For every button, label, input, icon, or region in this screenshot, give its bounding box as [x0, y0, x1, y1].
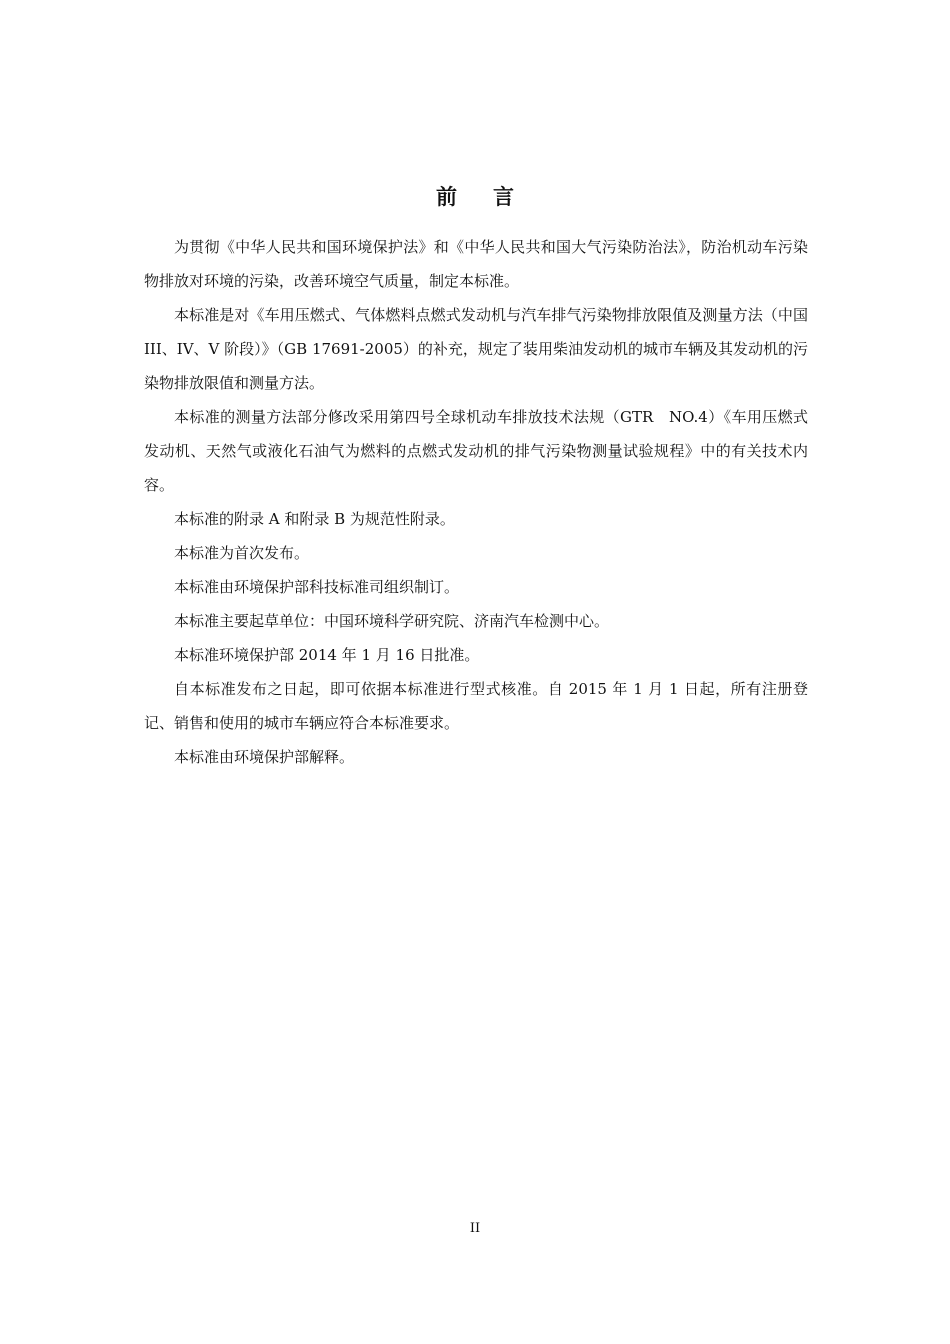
title-char-1: 前 [436, 184, 457, 209]
paragraph-scope: 本标准是对《车用压燃式、气体燃料点燃式发动机与汽车排气污染物排放限值及测量方法（中国 III、IV、V 阶段）》（GB 17691-2005）的补充，规定了装用柴油发动机的城市车辆及其发动机的污染物排放限值和测量方法。 [144, 306, 808, 392]
paragraph-first-release: 本标准为首次发布。 [174, 544, 310, 562]
paragraph-approval: 本标准环境保护部 2014 年 1 月 16 日批准。 [174, 646, 480, 664]
paragraph-drafters: 本标准主要起草单位：中国环境科学研究院、济南汽车检测中心。 [174, 612, 610, 630]
paragraph-method: 本标准的测量方法部分修改采用第四号全球机动车排放技术法规（GTR NO.4）《车用压燃式发动机、天然气或液化石油气为燃料的点燃式发动机的排气污染物测量试验规程》中的有关技术内容。 [144, 408, 808, 494]
paragraph-interpretation: 本标准由环境保护部解释。 [174, 748, 355, 766]
page-number: II [469, 1221, 481, 1236]
paragraph-appendix: 本标准的附录 A 和附录 B 为规范性附录。 [174, 510, 455, 528]
paragraph-organizer: 本标准由环境保护部科技标准司组织制订。 [174, 578, 460, 596]
title-char-2: 言 [493, 184, 514, 209]
paragraph-purpose: 为贯彻《中华人民共和国环境保护法》和《中华人民共和国大气污染防治法》，防治机动车污染物排放对环境的污染，改善环境空气质量，制定本标准。 [144, 238, 808, 290]
foreword-body [144, 230, 808, 774]
paragraph-effective-date: 自本标准发布之日起，即可依据本标准进行型式核准。自 2015 年 1 月 1 日起，所有注册登记、销售和使用的城市车辆应符合本标准要求。 [144, 680, 808, 732]
page-title [0, 181, 950, 211]
